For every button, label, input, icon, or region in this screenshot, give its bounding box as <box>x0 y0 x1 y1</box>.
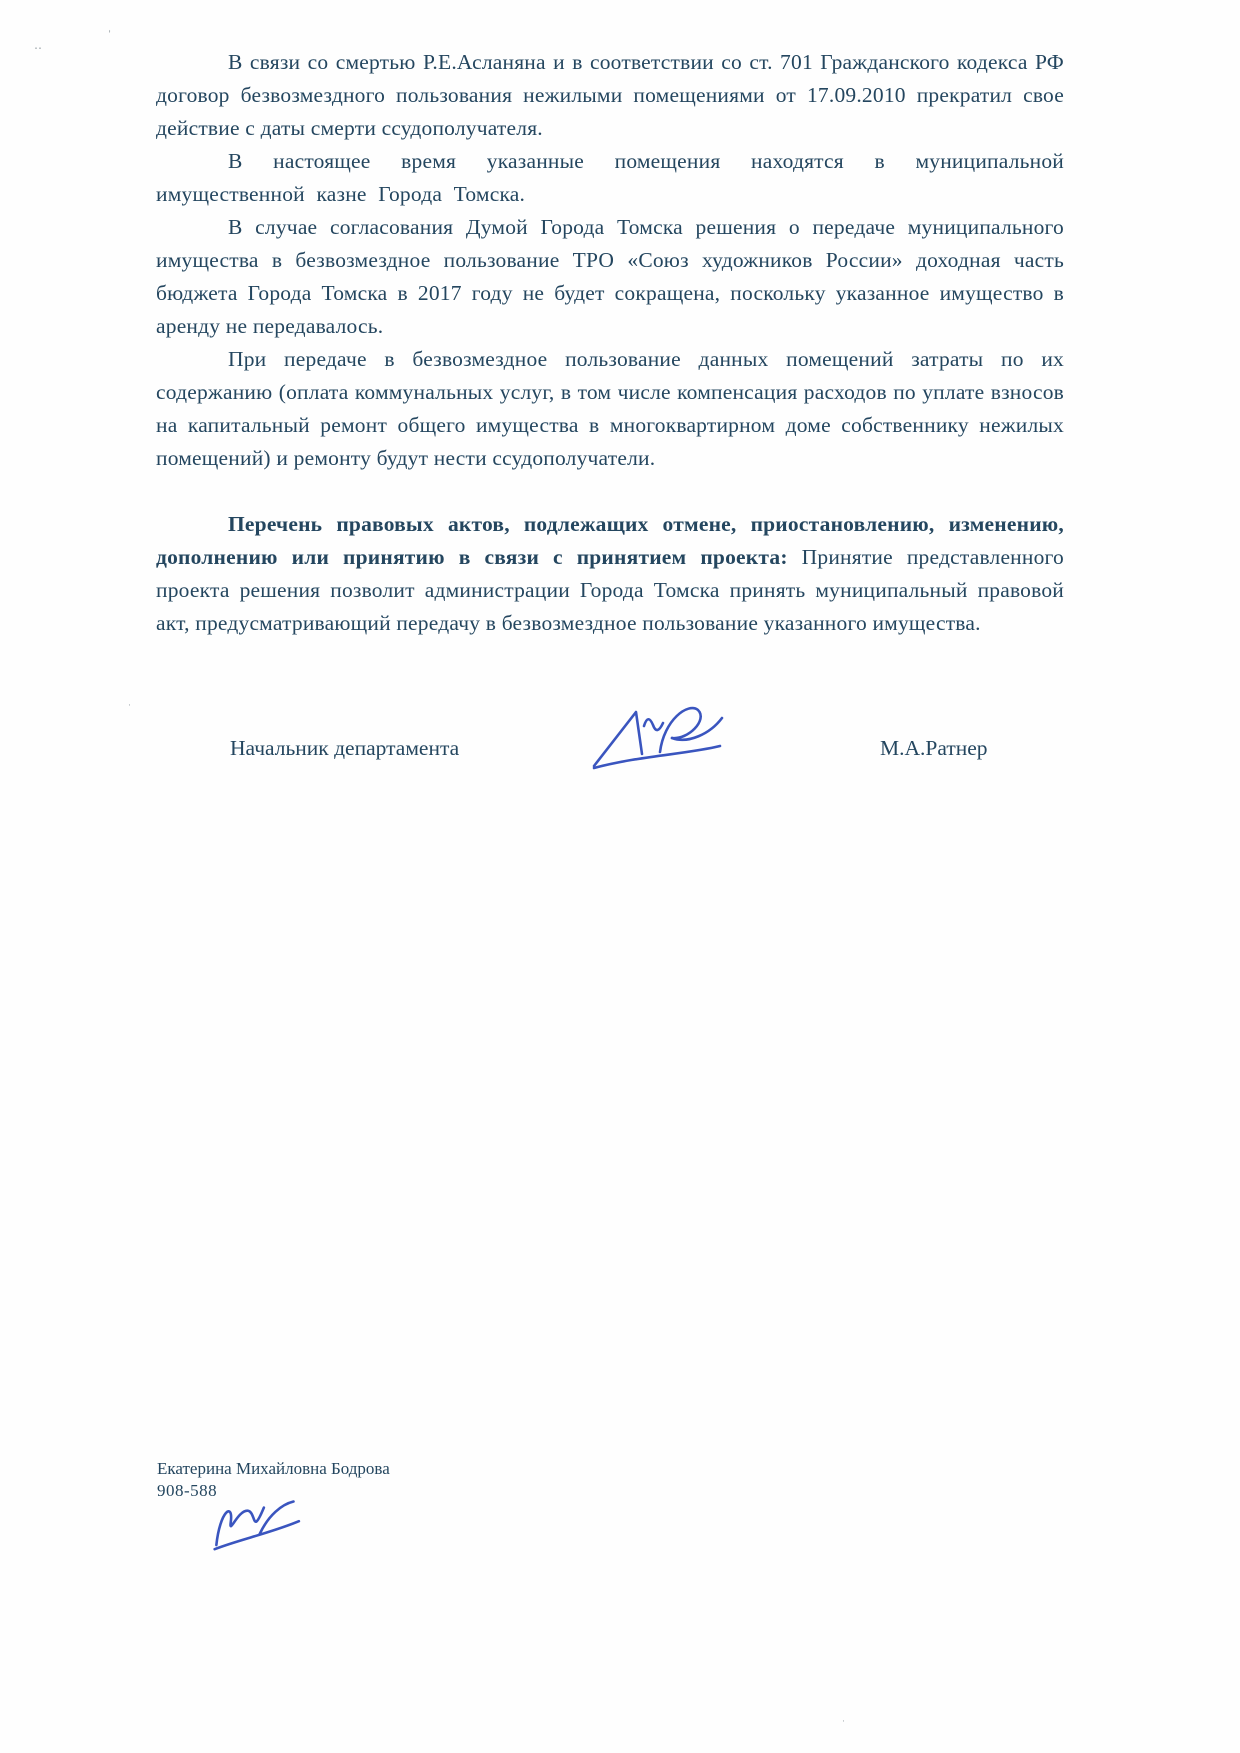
signature-block <box>156 702 1064 802</box>
scan-artifact: · <box>842 1716 845 1726</box>
acts-paragraph <box>156 508 1064 640</box>
scan-artifact: ` <box>99 28 114 39</box>
body-paragraph: При передаче в безвозмездное пользование данных помещений затраты по их содержанию (оплата коммунальных услуг, в том числе компенсация расходов по уплате взносов на капитальный ремонт общего имущества в многоквартирном доме собственнику нежилых помещений) и ремонту будут нести ссудополучатели. <box>156 347 1064 470</box>
signatory-title: Начальник департамента <box>230 736 460 760</box>
body-paragraph: В случае согласования Думой Города Томска решения о передаче муниципального имущества в безвозмездное пользование ТРО «Союз художников России» доходная часть бюджета Города Томска в 2017 году не будет сокращена, поскольку указанное имущество в аренду не передавалось. <box>156 215 1064 338</box>
acts-heading-bold: Перечень правовых актов, подлежащих отмене, приостановлению, изменению, дополнению или принятию в связи с принятием проекта: <box>156 512 1064 569</box>
executor-signature <box>207 1491 311 1558</box>
executor-name: Екатерина Михайловна Бодрова <box>157 1459 390 1478</box>
acts-paragraph-text: Принятие представленного проекта решения позволит администрации Города Томска принять муниципальный правовой акт, предусматривающий передачу в безвозмездное пользование указанного имущества. <box>156 545 1064 635</box>
executor-phone: 908-588 <box>157 1481 218 1500</box>
document-body <box>156 46 1064 802</box>
handwritten-signature <box>588 696 738 776</box>
body-paragraph: В настоящее время указанные помещения находятся в муниципальной имущественной казне Города Томска. <box>156 149 1064 206</box>
scan-artifact: · <box>128 700 131 710</box>
scan-artifact: ‥ <box>34 38 43 52</box>
executor-footer <box>157 1458 390 1502</box>
signatory-name: М.А.Ратнер <box>880 736 988 760</box>
body-paragraph: В связи со смертью Р.Е.Асланяна и в соответствии со ст. 701 Гражданского кодекса РФ договор безвозмездного пользования нежилыми помещениями от 17.09.2010 прекратил свое действие с даты смерти ссудополучателя. <box>156 50 1064 140</box>
